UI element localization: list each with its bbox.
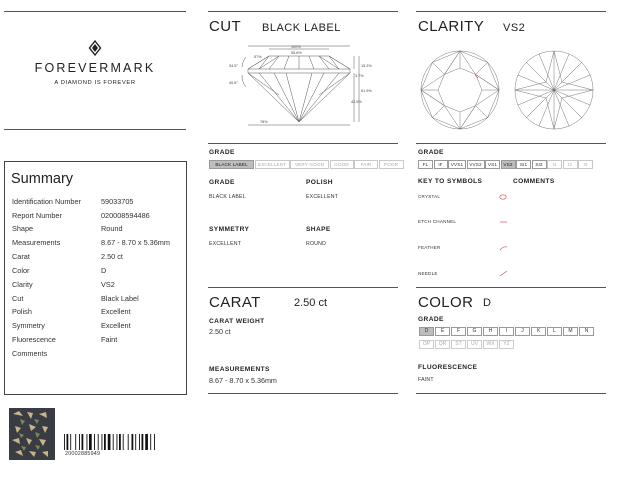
diamond-logo-icon bbox=[88, 40, 102, 56]
barcode-bar bbox=[89, 434, 92, 450]
proportion-diagram bbox=[224, 45, 380, 127]
cut-grade-cell: GOOD bbox=[330, 160, 354, 169]
color-grade-cell: YZ bbox=[499, 340, 514, 349]
cut-grade-scale bbox=[209, 160, 404, 169]
clarity-grade-cell: SI2 bbox=[532, 160, 547, 169]
barcode-bar bbox=[119, 434, 121, 450]
cut-heading: CUT bbox=[209, 18, 242, 35]
color-grade-cell: OP bbox=[419, 340, 434, 349]
barcode-bar bbox=[123, 434, 124, 450]
summary-label: Measurements bbox=[12, 238, 61, 247]
cut-grade-h: GRADE bbox=[209, 179, 235, 186]
feather-symbol-icon bbox=[498, 244, 510, 252]
rule bbox=[208, 287, 398, 288]
clarity-grade-cell: IF bbox=[434, 160, 448, 169]
rule bbox=[208, 393, 398, 394]
pavilion-plot-diagram bbox=[512, 48, 596, 132]
clarity-heading: CLARITY bbox=[418, 18, 485, 35]
barcode-number: 20002885949 bbox=[65, 451, 101, 457]
symmetry-h: SYMMETRY bbox=[209, 226, 250, 233]
summary-value: Excellent bbox=[101, 321, 131, 330]
symbol-label-needle: NEEDLE bbox=[418, 271, 438, 276]
summary-value: Black Label bbox=[101, 294, 139, 303]
barcode-bar bbox=[128, 434, 129, 450]
color-scale-row1 bbox=[419, 327, 595, 336]
table-pct-label: 55.6% bbox=[291, 51, 302, 55]
cut-grade-cell: FAIR bbox=[354, 160, 378, 169]
summary-label: Fluorescence bbox=[12, 335, 56, 344]
symmetry-v: EXCELLENT bbox=[209, 241, 242, 247]
crown-plot-diagram bbox=[418, 48, 502, 132]
color-grade-cell: G bbox=[467, 327, 482, 336]
color-scale-row2 bbox=[419, 340, 515, 349]
fluorescence-heading: FLUORESCENCE bbox=[418, 364, 478, 371]
cut-grade-cell: VERY GOOD bbox=[290, 160, 329, 169]
summary-label: Carat bbox=[12, 252, 30, 261]
color-value: D bbox=[483, 297, 491, 309]
crown-angle-label: 34.5° bbox=[229, 64, 238, 68]
summary-label: Polish bbox=[12, 307, 32, 316]
barcode-bar bbox=[108, 434, 111, 450]
barcode-bar bbox=[67, 434, 69, 450]
crystal-symbol-icon bbox=[498, 193, 510, 201]
barcode-bar bbox=[139, 434, 140, 450]
symbol-label-crystal: CRYSTAL bbox=[418, 194, 441, 199]
measurements-h: MEASUREMENTS bbox=[209, 366, 270, 373]
polish-v: EXCELLENT bbox=[306, 194, 339, 200]
carat-weight-h: CARAT WEIGHT bbox=[209, 318, 265, 325]
rule bbox=[208, 143, 398, 144]
summary-value: 2.50 ct bbox=[101, 252, 123, 261]
clarity-grade-cell: VS2 bbox=[501, 160, 516, 169]
fluorescence-value: FAINT bbox=[418, 377, 434, 383]
barcode-bar bbox=[104, 434, 106, 450]
rule bbox=[416, 11, 606, 12]
barcode-bar bbox=[132, 434, 134, 450]
color-grade-cell: F bbox=[451, 327, 466, 336]
barcode-bar bbox=[70, 434, 71, 450]
brand-tagline: A DIAMOND IS FOREVER bbox=[54, 80, 136, 86]
color-grade-cell: M bbox=[563, 327, 578, 336]
symbol-label-feather: FEATHER bbox=[418, 245, 441, 250]
barcode-bar bbox=[154, 434, 155, 450]
barcode-bar bbox=[150, 434, 151, 450]
color-grade-cell: D bbox=[419, 327, 434, 336]
clarity-grade-cell: VS1 bbox=[485, 160, 500, 169]
barcode-bar bbox=[79, 434, 80, 450]
summary-value: 59033705 bbox=[101, 197, 134, 206]
summary-label: Report Number bbox=[12, 211, 62, 220]
cut-grade-heading: GRADE bbox=[209, 149, 235, 156]
comments-heading: COMMENTS bbox=[513, 178, 555, 185]
color-grade-cell: L bbox=[547, 327, 562, 336]
summary-value: Round bbox=[101, 224, 123, 233]
clarity-grade-heading: GRADE bbox=[418, 149, 444, 156]
barcode-bar bbox=[117, 434, 118, 450]
color-grade-cell: E bbox=[435, 327, 450, 336]
clarity-grade-cell: FL bbox=[418, 160, 433, 169]
carat-heading: CARAT bbox=[209, 294, 261, 311]
brand-name: FOREVERMARK bbox=[34, 61, 156, 75]
barcode-bar bbox=[135, 434, 136, 450]
clarity-grade-cell: VVS2 bbox=[467, 160, 485, 169]
summary-label: Color bbox=[12, 266, 30, 275]
diamond-photo bbox=[9, 408, 55, 460]
summary-value: Excellent bbox=[101, 307, 131, 316]
clarity-grade-cell: I1 bbox=[547, 160, 562, 169]
cut-grade-cell: BLACK LABEL bbox=[209, 160, 254, 169]
measurements-v: 8.67 - 8.70 x 5.36mm bbox=[209, 376, 277, 385]
rule bbox=[416, 143, 606, 144]
barcode-bar bbox=[102, 434, 103, 450]
clarity-grade-scale bbox=[418, 160, 594, 169]
summary-title: Summary bbox=[11, 171, 74, 187]
carat-weight-v: 2.50 ct bbox=[209, 327, 231, 336]
color-grade-cell: ST bbox=[451, 340, 466, 349]
summary-value: Faint bbox=[101, 335, 118, 344]
barcode-bar bbox=[87, 434, 88, 450]
polish-h: POLISH bbox=[306, 179, 333, 186]
color-grade-heading: GRADE bbox=[418, 316, 444, 323]
summary-panel bbox=[4, 161, 187, 395]
crown-height-label: 15.2% bbox=[361, 64, 372, 68]
key-to-symbols-heading: KEY TO SYMBOLS bbox=[418, 178, 483, 185]
summary-label: Identification Number bbox=[12, 197, 81, 206]
needle-symbol-icon bbox=[498, 269, 510, 277]
logo bbox=[4, 40, 186, 86]
barcode bbox=[63, 434, 186, 450]
shape-h: SHAPE bbox=[306, 226, 331, 233]
girdle-label: 3.7% bbox=[355, 74, 364, 78]
lower-half-label: 78% bbox=[260, 120, 268, 124]
summary-value: VS2 bbox=[101, 280, 115, 289]
summary-value: 8.67 - 8.70 x 5.36mm bbox=[101, 238, 170, 247]
rule bbox=[4, 11, 186, 12]
color-grade-cell: QR bbox=[435, 340, 450, 349]
color-grade-cell: N bbox=[579, 327, 594, 336]
summary-label: Shape bbox=[12, 224, 34, 233]
clarity-grade-cell: I3 bbox=[578, 160, 593, 169]
summary-value: 020008594486 bbox=[101, 211, 150, 220]
cut-grade-v: BLACK LABEL bbox=[209, 194, 246, 200]
barcode-bar bbox=[94, 434, 95, 450]
carat-value: 2.50 ct bbox=[294, 297, 328, 309]
clarity-value: VS2 bbox=[503, 22, 526, 34]
clarity-grade-cell: VVS1 bbox=[448, 160, 466, 169]
color-grade-cell: WX bbox=[483, 340, 498, 349]
clarity-grade-cell: SI1 bbox=[516, 160, 531, 169]
rule bbox=[416, 393, 606, 394]
cut-value: BLACK LABEL bbox=[262, 22, 341, 34]
color-grade-cell: I bbox=[499, 327, 514, 336]
rule bbox=[4, 129, 186, 130]
color-grade-cell: H bbox=[483, 327, 498, 336]
table-label: 100% bbox=[291, 45, 301, 49]
color-grade-cell: J bbox=[515, 327, 530, 336]
cut-grade-cell: EXCELLENT bbox=[255, 160, 290, 169]
total-depth-label: 61.9% bbox=[361, 89, 372, 93]
summary-label: Clarity bbox=[12, 280, 33, 289]
pav-angle-label: 40.6° bbox=[229, 81, 238, 85]
clarity-grade-cell: I2 bbox=[563, 160, 578, 169]
barcode-bar bbox=[98, 434, 99, 450]
rule bbox=[208, 11, 398, 12]
summary-label: Comments bbox=[12, 349, 48, 358]
cut-grade-cell: POOR bbox=[379, 160, 404, 169]
barcode-bar bbox=[64, 434, 65, 450]
color-heading: COLOR bbox=[418, 294, 474, 311]
barcode-bar bbox=[82, 434, 84, 450]
rule bbox=[416, 287, 606, 288]
barcode-bar bbox=[75, 434, 76, 450]
color-grade-cell: K bbox=[531, 327, 546, 336]
color-grade-cell: UV bbox=[467, 340, 482, 349]
star-label: 57% bbox=[254, 55, 262, 59]
barcode-bar bbox=[145, 434, 148, 450]
shape-v: ROUND bbox=[306, 241, 327, 247]
barcode-bar bbox=[142, 434, 144, 450]
summary-label: Symmetry bbox=[12, 321, 45, 330]
etch-channel-symbol-icon bbox=[498, 218, 510, 226]
summary-label: Cut bbox=[12, 294, 24, 303]
pav-depth-label: 42.9% bbox=[351, 100, 362, 104]
barcode-bar bbox=[113, 434, 114, 450]
summary-value: D bbox=[101, 266, 107, 275]
symbol-label-etch-channel: ETCH CHANNEL bbox=[418, 219, 457, 224]
